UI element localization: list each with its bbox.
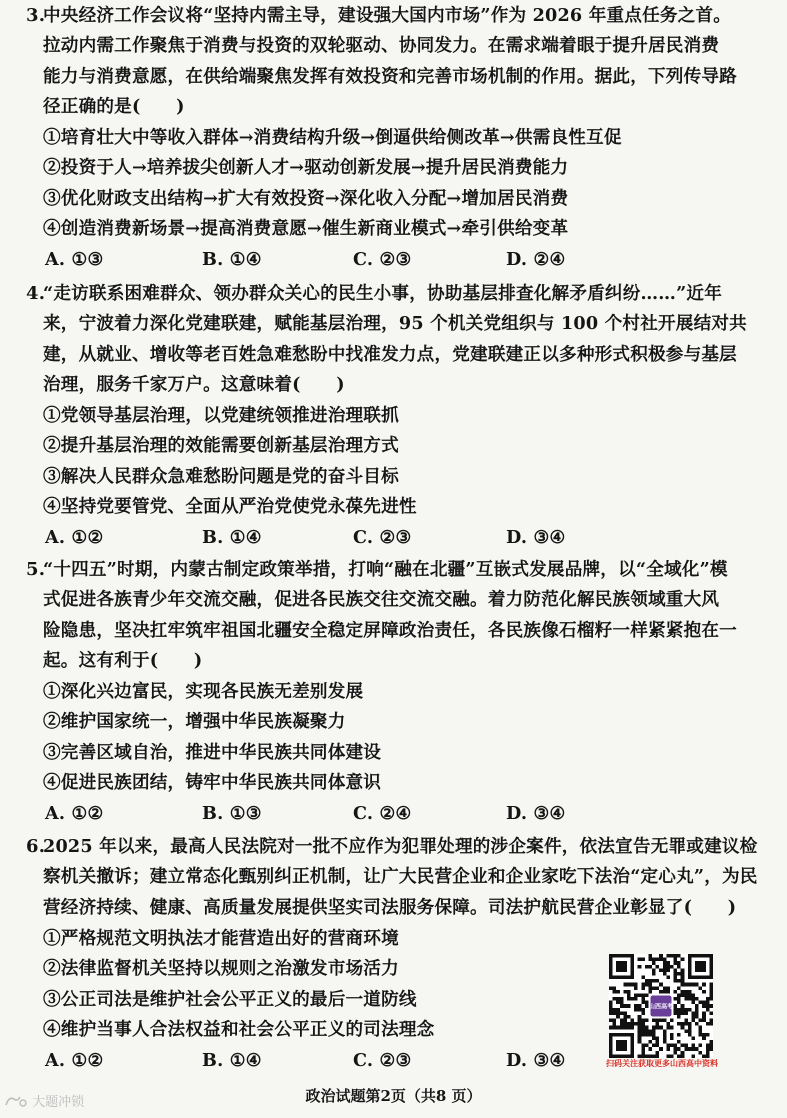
watermark-logo-icon bbox=[4, 1094, 28, 1108]
option-a[interactable]: A. ①② bbox=[45, 527, 104, 548]
statement: ②维护国家统一，增强中华民族凝聚力 bbox=[43, 711, 346, 732]
question-stem-line: “走访联系困难群众、领办群众关心的民生小事，协助基层排查化解矛盾纠纷……”近年 bbox=[43, 283, 723, 304]
question-stem-line: 中央经济工作会议将“坚持内需主导，建设强大国内市场”作为 2026 年重点任务之首。 bbox=[43, 5, 732, 26]
option-b[interactable]: B. ①④ bbox=[202, 1050, 262, 1071]
option-d[interactable]: D. ③④ bbox=[506, 1050, 566, 1071]
option-a[interactable]: A. ①② bbox=[45, 1050, 104, 1071]
question-stem-line: “十四五”时期，内蒙古制定政策举措，打响“融在北疆”互嵌式发展品牌，以“全域化”模 bbox=[43, 559, 728, 580]
question-stem-line: 察机关撤诉；建立常态化甄别纠正机制，让广大民营企业和企业家吃下法治“定心丸”，为民 bbox=[43, 866, 758, 887]
statement: ①深化兴边富民，实现各民族无差别发展 bbox=[43, 681, 364, 702]
question-stem-line: 能力与消费意愿，在供给端聚焦发挥有效投资和完善市场机制的作用。据此，下列传导路 bbox=[43, 66, 737, 87]
statement: ④维护当事人合法权益和社会公平正义的司法理念 bbox=[43, 1019, 435, 1040]
statement: ③优化财政支出结构→扩大有效投资→深化收入分配→增加居民消费 bbox=[43, 188, 569, 209]
option-c[interactable]: C. ②④ bbox=[353, 803, 412, 824]
qr-caption: 扫码关注获取更多山西高中资料 bbox=[606, 1059, 718, 1068]
option-a[interactable]: A. ①② bbox=[45, 803, 104, 824]
statement: ③解决人民群众急难愁盼问题是党的奋斗目标 bbox=[43, 466, 399, 487]
question-stem-line: 治理，服务千家万户。这意味着( ) bbox=[43, 374, 345, 395]
option-c[interactable]: C. ②③ bbox=[353, 1050, 412, 1071]
question-stem-line: 建，从就业、增收等老百姓急难愁盼中找准发力点，党建联建正以多种形式积极参与基层 bbox=[43, 344, 737, 365]
statement: ④促进民族团结，铸牢中华民族共同体意识 bbox=[43, 772, 382, 793]
question-stem-line: 来，宁波着力深化党建联建，赋能基层治理，95 个机关党组织与 100 个村社开展结对共 bbox=[43, 313, 747, 334]
question-number: 6. bbox=[26, 836, 46, 857]
question-stem-line: 2025 年以来，最高人民法院对一批不应作为犯罪处理的涉企案件，依法宣告无罪或建议检 bbox=[43, 836, 758, 857]
question-stem-line: 径正确的是( ) bbox=[43, 96, 185, 117]
watermark bbox=[4, 1094, 84, 1111]
option-a[interactable]: A. ①③ bbox=[45, 249, 104, 270]
statement: ①严格规范文明执法才能营造出好的营商环境 bbox=[43, 928, 399, 949]
statement: ②投资于人→培养拔尖创新人才→驱动创新发展→提升居民消费能力 bbox=[43, 157, 569, 178]
statement: ④坚持党要管党、全面从严治党使党永葆先进性 bbox=[43, 496, 417, 517]
question-number: 3. bbox=[26, 5, 46, 26]
statement: ③完善区域自治，推进中华民族共同体建设 bbox=[43, 742, 382, 763]
qr-center-label: 山西高考 bbox=[648, 1003, 674, 1011]
statement: ②提升基层治理的效能需要创新基层治理方式 bbox=[43, 435, 399, 456]
option-d[interactable]: D. ③④ bbox=[506, 527, 566, 548]
statement: ①党领导基层治理，以党建统领推进治理联抓 bbox=[43, 405, 399, 426]
option-b[interactable]: B. ①③ bbox=[202, 803, 262, 824]
question-number: 4. bbox=[26, 283, 46, 304]
question-stem-line: 式促进各族青少年交流交融，促进各民族交往交流交融。着力防范化解民族领域重大风 bbox=[43, 589, 720, 610]
question-stem-line: 起。这有利于( ) bbox=[43, 650, 203, 671]
option-b[interactable]: B. ①④ bbox=[202, 249, 262, 270]
option-d[interactable]: D. ③④ bbox=[506, 803, 566, 824]
statement: ②法律监督机关坚持以规则之治激发市场活力 bbox=[43, 958, 399, 979]
watermark-text: 大题冲锁 bbox=[32, 1095, 85, 1110]
option-d[interactable]: D. ②④ bbox=[506, 249, 566, 270]
question-stem-line: 营经济持续、健康、高质量发展提供坚实司法服务保障。司法护航民营企业彰显了( ) bbox=[43, 897, 737, 918]
statement: ①培育壮大中等收入群体→消费结构升级→倒逼供给侧改革→供需良性互促 bbox=[43, 127, 622, 148]
question-stem-line: 拉动内需工作聚焦于消费与投资的双轮驱动、协同发力。在需求端着眼于提升居民消费 bbox=[43, 35, 720, 56]
statement: ④创造消费新场景→提高消费意愿→催生新商业模式→牵引供给变革 bbox=[43, 218, 569, 239]
question-stem-line: 险隐患，坚决扛牢筑牢祖国北疆安全稳定屏障政治责任，各民族像石榴籽一样紧紧抱在一 bbox=[43, 620, 737, 641]
page-footer: 政治试题第2页（共8 页） bbox=[305, 1087, 482, 1105]
qr-center-logo bbox=[648, 993, 673, 1018]
option-c[interactable]: C. ②③ bbox=[353, 249, 412, 270]
option-b[interactable]: B. ①④ bbox=[202, 527, 262, 548]
question-number: 5. bbox=[26, 559, 46, 580]
qr-code[interactable] bbox=[609, 954, 713, 1058]
option-c[interactable]: C. ②③ bbox=[353, 527, 412, 548]
statement: ③公正司法是维护社会公平正义的最后一道防线 bbox=[43, 989, 417, 1010]
